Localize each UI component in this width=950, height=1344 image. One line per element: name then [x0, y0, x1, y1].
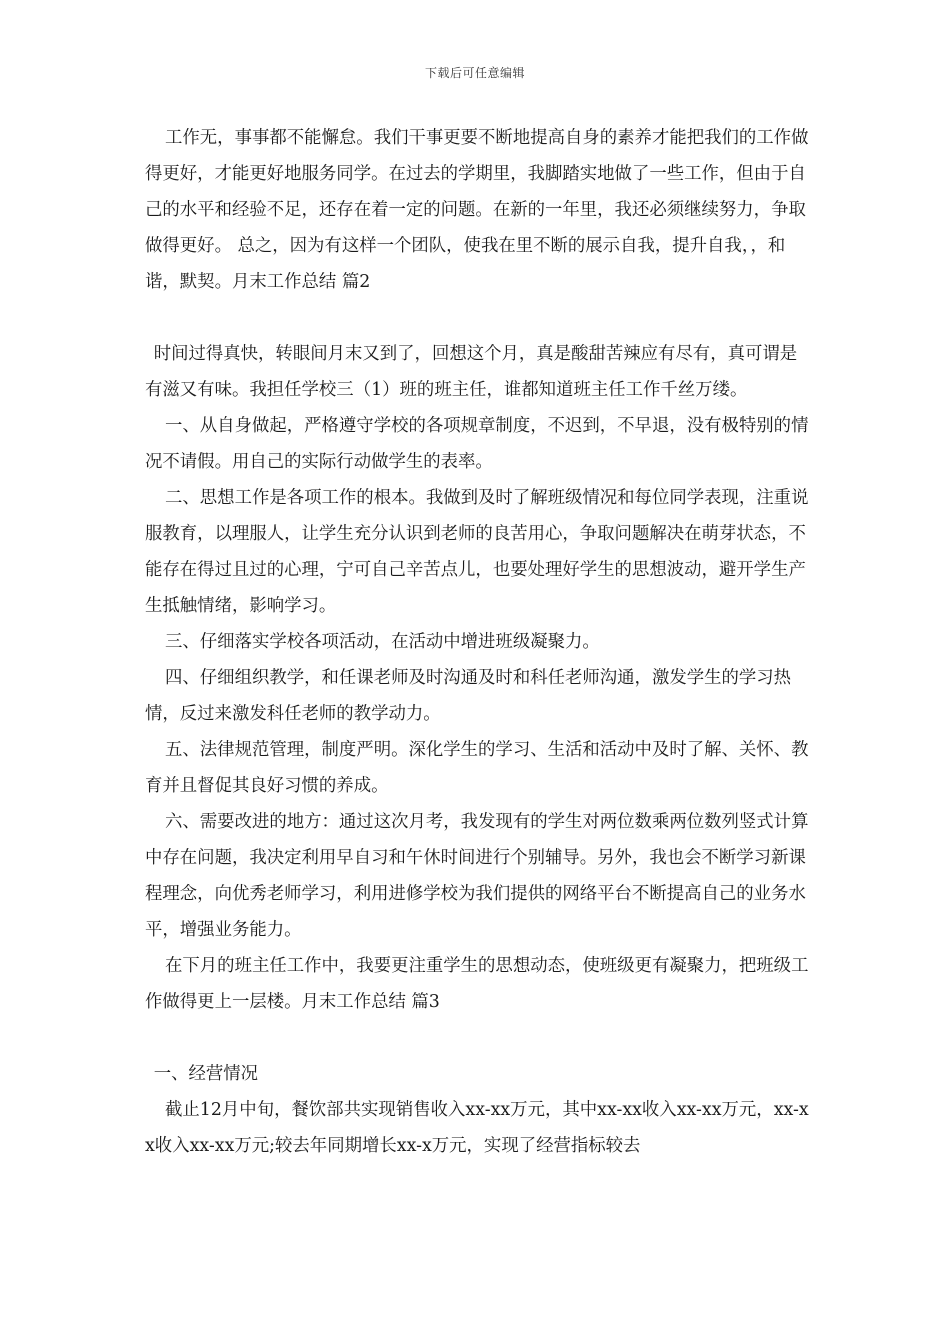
section-heading: 一、经营情况: [153, 1064, 259, 1084]
paragraph: 截止12月中旬，餐饮部共实现销售收入xx-xx万元，其中xx-xx收入xx-xx万元，xx-xx收入xx-xx万元;较去年同期增长xx-x万元，实现了经营指标较去: [145, 1100, 809, 1156]
paragraph: 时间过得真快，转眼间月末又到了，回想这个月，真是酸甜苦辣应有尽有，真可谓是有滋又有味。我担任学校三（1）班的班主任，谁都知道班主任工作千丝万缕。: [145, 344, 798, 400]
paragraph: 二、思想工作是各项工作的根本。我做到及时了解班级情况和每位同学表现，注重说服教育，以理服人，让学生充分认识到老师的良苦用心，争取问题解决在萌芽状态，不能存在得过且过的心理，宁可自己辛苦点儿，也要处理好学生的思想波动，避开学生产生抵触情绪，影响学习。: [145, 488, 809, 616]
paragraph: 三、仔细落实学校各项活动，在活动中增进班级凝聚力。: [165, 632, 600, 652]
page-header: 下载后可任意编辑: [424, 66, 525, 80]
paragraph: 在下月的班主任工作中，我要更注重学生的思想动态，使班级更有凝聚力，把班级工作做得更上一层楼。月末工作总结 篇3: [145, 956, 809, 1012]
paragraph: 一、从自身做起，严格遵守学校的各项规章制度，不迟到，不早退，没有极特别的情况不请假。用自己的实际行动做学生的表率。: [145, 416, 809, 472]
paragraph: 六、需要改进的地方：通过这次月考，我发现有的学生对两位数乘两位数列竖式计算中存在问题，我决定利用早自习和午休时间进行个别辅导。另外，我也会不断学习新课程理念，向优秀老师学习，利用进修学校为我们提供的网络平台不断提高自己的业务水平，增强业务能力。: [145, 812, 809, 940]
paragraph: 四、仔细组织教学，和任课老师及时沟通及时和科任老师沟通，激发学生的学习热情，反过来激发科任老师的教学动力。: [145, 668, 792, 724]
paragraph: 五、法律规范管理，制度严明。深化学生的学习、生活和活动中及时了解、关怀、教育并且督促其良好习惯的养成。: [145, 740, 809, 796]
document-body: [145, 120, 810, 1164]
paragraph: 工作无，事事都不能懈怠。我们干事更要不断地提高自身的素养才能把我们的工作做得更好，才能更好地服务同学。在过去的学期里，我脚踏实地做了一些工作，但由于自己的水平和经验不足，还存在着一定的问题。在新的一年里，我还必须继续努力，争取做得更好。 总之，因为有这样一个团队，使我在里不断的展示自我，提升自我，，和谐，默契。月末工作总结 篇2: [145, 128, 809, 292]
